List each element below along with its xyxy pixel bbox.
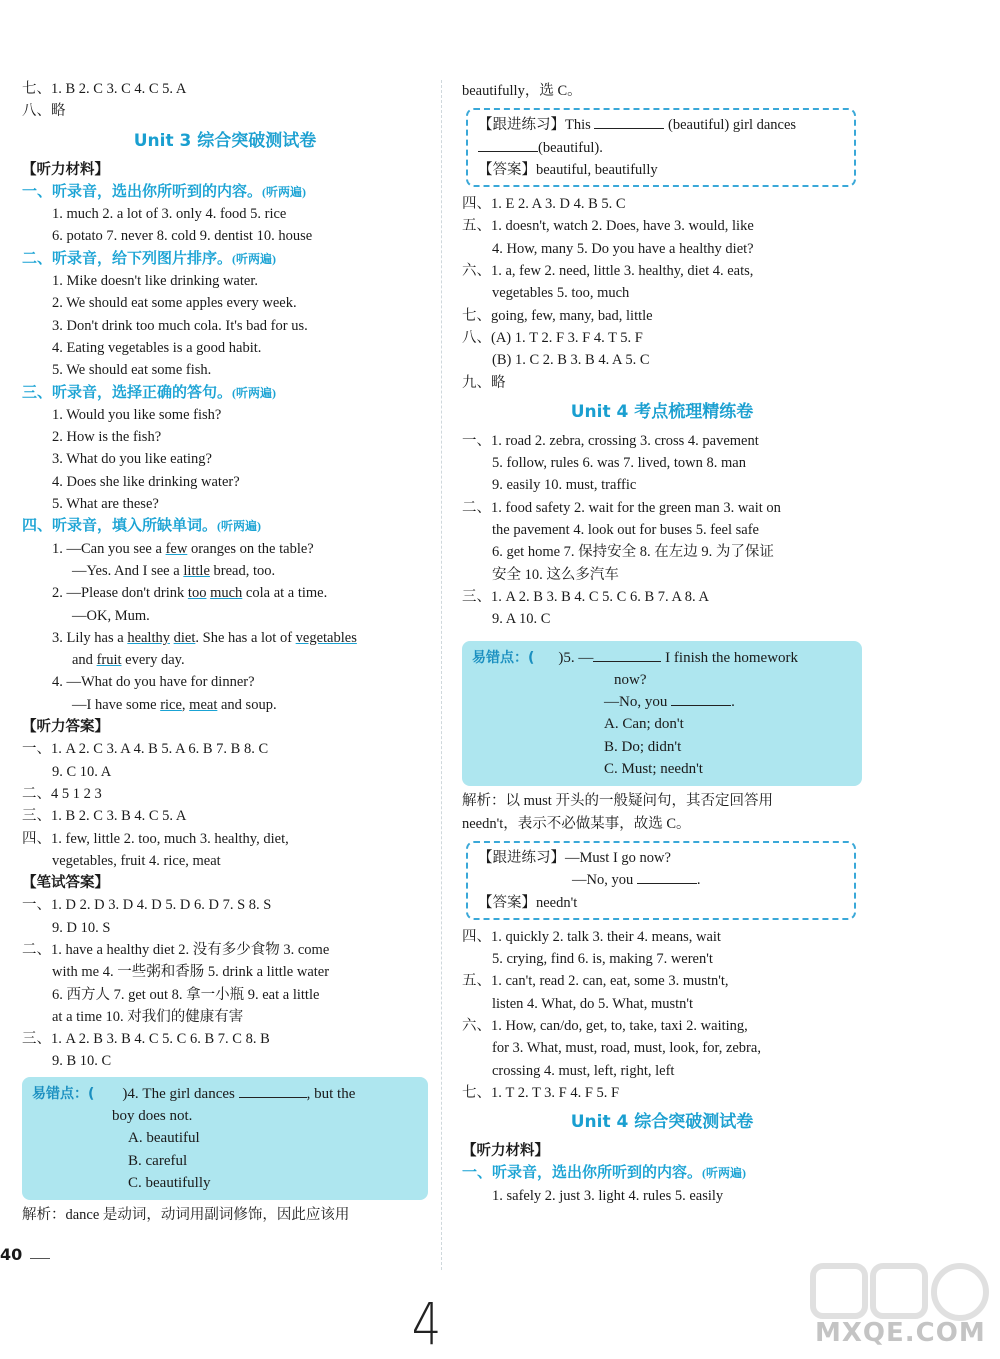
text-line: vegetables, fruit 4. rice, meat [52, 852, 221, 869]
question-header: 二、听录音，给下列图片排序。(听两遍) [22, 250, 277, 267]
text-line: 3. What do you like eating? [52, 451, 212, 468]
text-line: 四、1. few, little 2. too, much 3. healthy, diet, [22, 830, 289, 847]
text-line: 三、1. A 2. B 3. B 4. C 5. C 6. B 7. C 8. B [22, 1031, 270, 1048]
text-line: and fruit every day. [72, 652, 185, 669]
question-header: 一、听录音，选出你所听到的内容。(听两遍) [22, 183, 307, 200]
answer-blank [239, 1083, 307, 1098]
text-line: 四、1. E 2. A 3. D 4. B 5. C [462, 196, 626, 213]
text-line: 9. C 10. A [52, 763, 112, 780]
text-line: 一、1. D 2. D 3. D 4. D 5. D 6. D 7. S 8. S [22, 897, 272, 914]
text-line: 五、1. can't, read 2. can, eat, some 3. mustn't, [462, 973, 729, 990]
answer-blank [593, 647, 661, 662]
text-line: for 3. What, must, road, must, look, for, zebra, [492, 1040, 761, 1057]
answer-blank [671, 691, 731, 706]
text-line: 4. Eating vegetables is a good habit. [52, 339, 262, 356]
text-line: 1. safely 2. just 3. light 4. rules 5. easily [492, 1187, 724, 1204]
text-line: 二、1. food safety 2. wait for the green man 3. wait on [462, 499, 781, 516]
text-line: 六、1. a, few 2. need, little 3. healthy, diet 4. eats, [462, 263, 754, 280]
left-column [22, 78, 428, 1227]
page-number: 40 [0, 1245, 23, 1264]
text-line: 一、1. A 2. C 3. A 4. B 5. A 6. B 7. B 8. C [22, 741, 269, 758]
right-column [462, 80, 862, 1207]
text-line: 2. How is the fish? [52, 429, 162, 446]
text-line: 6. get home 7. 保持安全 8. 在左边 9. 为了保证 [492, 544, 774, 561]
text-line: 4. Does she like drinking water? [52, 473, 240, 490]
section-header: 【笔试答案】 [22, 875, 109, 892]
text-line: beautifully，选 C。 [462, 83, 582, 99]
text-line: —Yes. And I see a little bread, too. [72, 562, 276, 579]
text-line: 4. —What do you have for dinner? [52, 674, 255, 691]
column-divider [441, 80, 442, 1270]
unit4-title: Unit 4 考点梳理精练卷 [570, 401, 754, 422]
page-number-dash [30, 1258, 50, 1259]
watermark-text: MXQE.COM [815, 1318, 986, 1348]
text-line: 6. potato 7. never 8. cold 9. dentist 10. house [52, 228, 313, 245]
text-line: crossing 4. must, left, right, left [492, 1062, 675, 1079]
text-line: —OK, Mum. [72, 607, 150, 624]
section-header: 【听力材料】 [22, 161, 109, 178]
explanation-text: 解析：dance 是动词，动词用副词修饰，因此应该用 [22, 1207, 350, 1224]
text-line: 一、1. road 2. zebra, crossing 3. cross 4. pavement [462, 432, 759, 449]
text-line: 八、(A) 1. T 2. F 3. F 4. T 5. F [462, 329, 643, 346]
question-header: 四、听录音，填入所缺单词。(听两遍) [22, 518, 262, 535]
text-line: 9. A 10. C [492, 611, 551, 628]
text-line: 5. We should eat some fish. [52, 362, 212, 379]
answer-blank [594, 114, 664, 129]
text-line: 九、略 [462, 374, 506, 391]
text-line: 六、1. How, can/do, get, to, take, taxi 2. waiting, [462, 1017, 748, 1034]
follow-up-practice-box: 【跟进练习】This (beautiful) girl dances (beautiful). 【答案】beautiful, beautifully [466, 108, 856, 187]
text-line: the pavement 4. look out for buses 5. feel safe [492, 522, 759, 539]
text-line: 5. follow, rules 6. was 7. lived, town 8. man [492, 455, 746, 472]
text-line: with me 4. 一些粥和香肠 5. drink a little water [52, 964, 330, 981]
option-b: B. careful [128, 1152, 188, 1169]
text-line: —I have some rice, meat and soup. [72, 696, 277, 713]
error-point-box: 易错点：( )4. The girl dances , but the boy does not. A. beautiful B. careful C. beautifully [22, 1077, 428, 1200]
text-line: 五、1. doesn't, watch 2. Does, have 3. would, like [462, 218, 754, 235]
text-line: 3. Lily has a healthy diet. She has a lot of vegetables [52, 629, 357, 646]
text-line: 七、going, few, many, bad, little [462, 307, 653, 324]
text-line: 安全 10. 这么多汽车 [492, 566, 619, 583]
question-header: 一、听录音，选出你所听到的内容。(听两遍) [462, 1165, 747, 1182]
unit3-title: Unit 3 综合突破测试卷 [133, 130, 317, 151]
option-c: C. Must; needn't [604, 761, 703, 778]
answer-blank [637, 869, 697, 884]
text-line: 七、1. T 2. T 3. F 4. F 5. F [462, 1084, 620, 1101]
text-line: 2. We should eat some apples every week. [52, 295, 297, 312]
option-a: A. beautiful [128, 1130, 200, 1147]
text-line: 八、略 [22, 103, 66, 120]
error-point-box: 易错点：( )5. — I finish the homework now? —No, you . A. Can; don't B. Do; didn't C. Must; needn't [462, 641, 862, 787]
text-line: 2. —Please don't drink too much cola at a time. [52, 585, 328, 602]
text-line: 3. Don't drink too much cola. It's bad for us. [52, 317, 308, 334]
text-line: 1. much 2. a lot of 3. only 4. food 5. rice [52, 206, 287, 223]
handwritten-mark: 4 [411, 1290, 442, 1358]
option-a: A. Can; don't [604, 716, 684, 733]
section-header: 【听力答案】 [22, 719, 109, 736]
text-line: 1. Mike doesn't like drinking water. [52, 273, 258, 290]
option-b: B. Do; didn't [604, 738, 682, 755]
explanation-text: needn't，表示不必做某事，故选 C。 [462, 815, 691, 832]
text-line: 4. How, many 5. Do you have a healthy diet? [492, 240, 754, 257]
text-line: (B) 1. C 2. B 3. B 4. A 5. C [492, 352, 650, 369]
question-header: 三、听录音，选择正确的答句。(听两遍) [22, 384, 277, 401]
text-line: vegetables 5. too, much [492, 285, 630, 302]
text-line: 9. easily 10. must, traffic [492, 477, 637, 494]
text-line: at a time 10. 对我们的健康有害 [52, 1008, 244, 1025]
option-c: C. beautifully [128, 1174, 211, 1191]
text-line: 5. What are these? [52, 496, 159, 513]
text-line: listen 4. What, do 5. What, mustn't [492, 995, 694, 1012]
explanation-text: 解析：以 must 开头的一般疑问句，其否定回答用 [462, 793, 773, 810]
unit4-test-title: Unit 4 综合突破测试卷 [570, 1112, 754, 1133]
text-line: 三、1. A 2. B 3. B 4. C 5. C 6. B 7. A 8. A [462, 588, 709, 605]
answer-blank [478, 137, 538, 152]
follow-up-practice-box: 【跟进练习】—Must I go now? —No, you . 【答案】needn't [466, 841, 856, 920]
text-line: 二、1. have a healthy diet 2. 没有多少食物 3. come [22, 941, 330, 958]
text-line: 9. B 10. C [52, 1053, 112, 1070]
text-line: 七、1. B 2. C 3. C 4. C 5. A [22, 81, 187, 97]
section-header: 【听力材料】 [462, 1143, 549, 1160]
text-line: 9. D 10. S [52, 919, 111, 936]
text-line: 6. 西方人 7. get out 8. 拿一小瓶 9. eat a little [52, 986, 320, 1003]
text-line: 四、1. quickly 2. talk 3. their 4. means, wait [462, 928, 721, 945]
text-line: 三、1. B 2. C 3. B 4. C 5. A [22, 808, 187, 825]
text-line: 1. —Can you see a few oranges on the table? [52, 540, 314, 557]
text-line: 1. Would you like some fish? [52, 406, 222, 423]
text-line: 5. crying, find 6. is, making 7. weren't [492, 951, 713, 968]
text-line: 二、4 5 1 2 3 [22, 785, 102, 802]
